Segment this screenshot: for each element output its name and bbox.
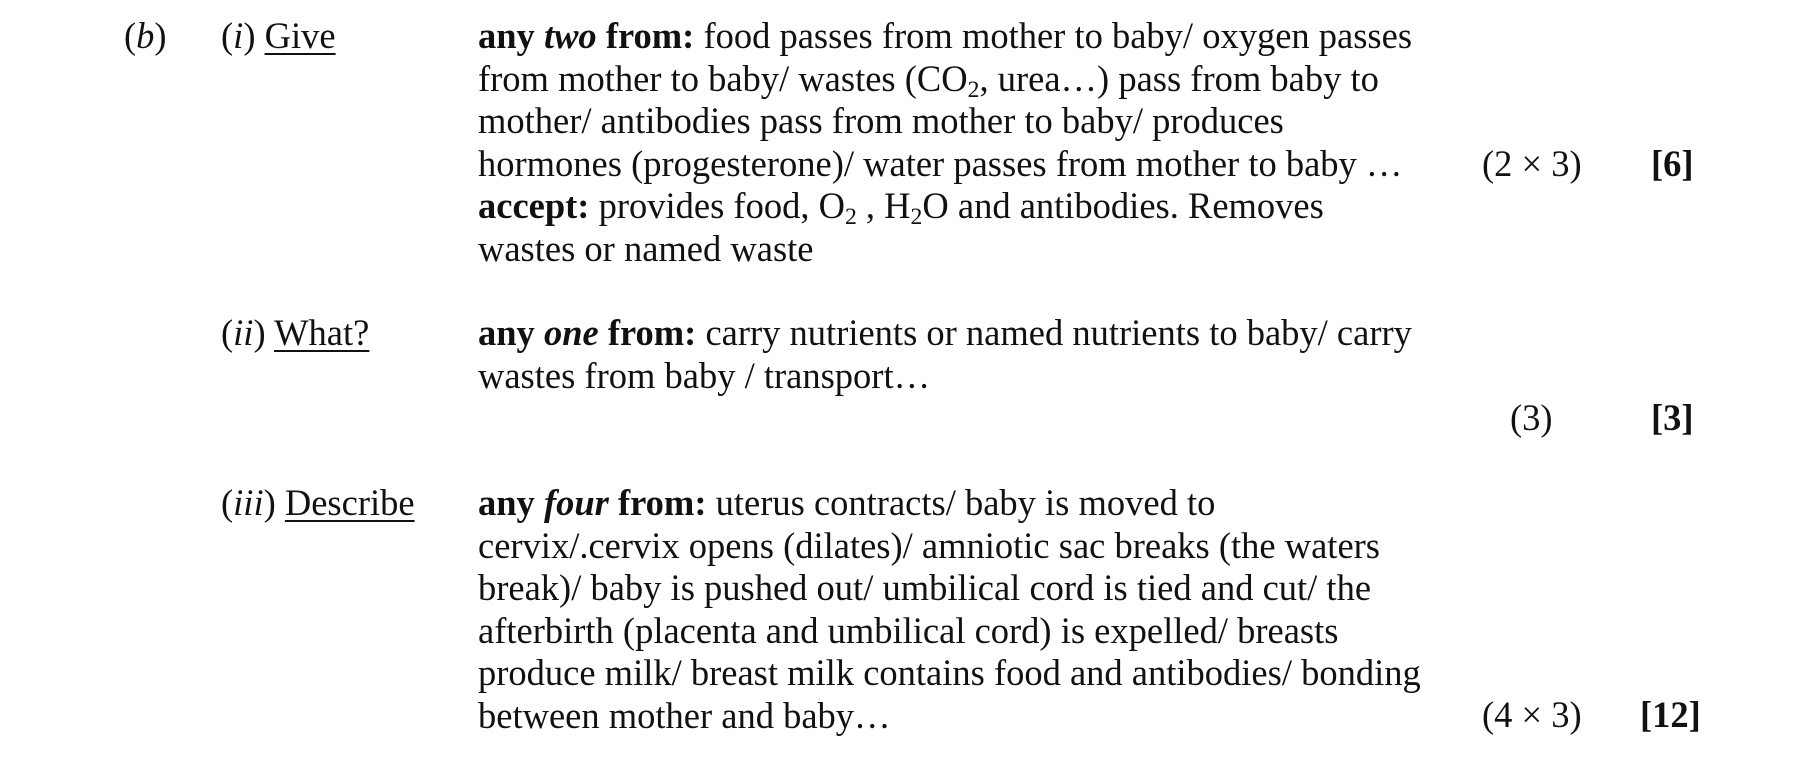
answer-line: wastes from baby / transport…	[478, 354, 931, 396]
answer-line: mother/ antibodies pass from mother to baby/ produces	[478, 100, 1284, 141]
total-marks-iii: [12]	[1640, 694, 1701, 735]
answer-line: any two from: food passes from mother to baby/ oxygen passes	[478, 15, 1413, 56]
total-marks-i: [6]	[1651, 143, 1694, 184]
answer-line: from mother to baby/ wastes ($CO_2$, urea…) pass from baby to	[478, 57, 1379, 103]
total-marks-ii: [3]	[1651, 397, 1694, 438]
question-label-i: (i) Give	[221, 15, 336, 56]
marks-allocation-i: (2 × 3)	[1482, 143, 1582, 184]
answer-block-ii	[478, 312, 1412, 397]
accept-line: wastes or named waste	[478, 227, 814, 269]
question-label-ii: (ii) What?	[221, 312, 370, 353]
accept-line: accept: provides food, $O_2$ , $H_2O$ and antibodies. Removes	[478, 185, 1324, 230]
answer-line: between mother and baby…	[478, 694, 891, 736]
marks-allocation-ii: (3)	[1510, 397, 1553, 438]
answer-line: produce milk/ breast milk contains food and antibodies/ bonding	[478, 652, 1421, 693]
marks-allocation-iii: (4 × 3)	[1482, 694, 1582, 735]
answer-line: hormones (progesterone)/ water passes from mother to baby …	[478, 142, 1403, 184]
question-label-iii: (iii) Describe	[221, 482, 415, 523]
answer-block-i	[478, 15, 1412, 270]
answer-block-iii	[478, 482, 1421, 737]
answer-line: cervix/.cervix opens (dilates)/ amniotic sac breaks (the waters	[478, 524, 1381, 566]
answer-line: afterbirth (placenta and umbilical cord) is expelled/ breasts	[478, 609, 1339, 651]
answer-line: any four from: uterus contracts/ baby is moved to	[478, 482, 1216, 523]
part-label: (b)	[124, 15, 167, 56]
answer-line: any one from: carry nutrients or named nutrients to baby/ carry	[478, 312, 1412, 353]
answer-line: break)/ baby is pushed out/ umbilical cord is tied and cut/ the	[478, 567, 1372, 608]
